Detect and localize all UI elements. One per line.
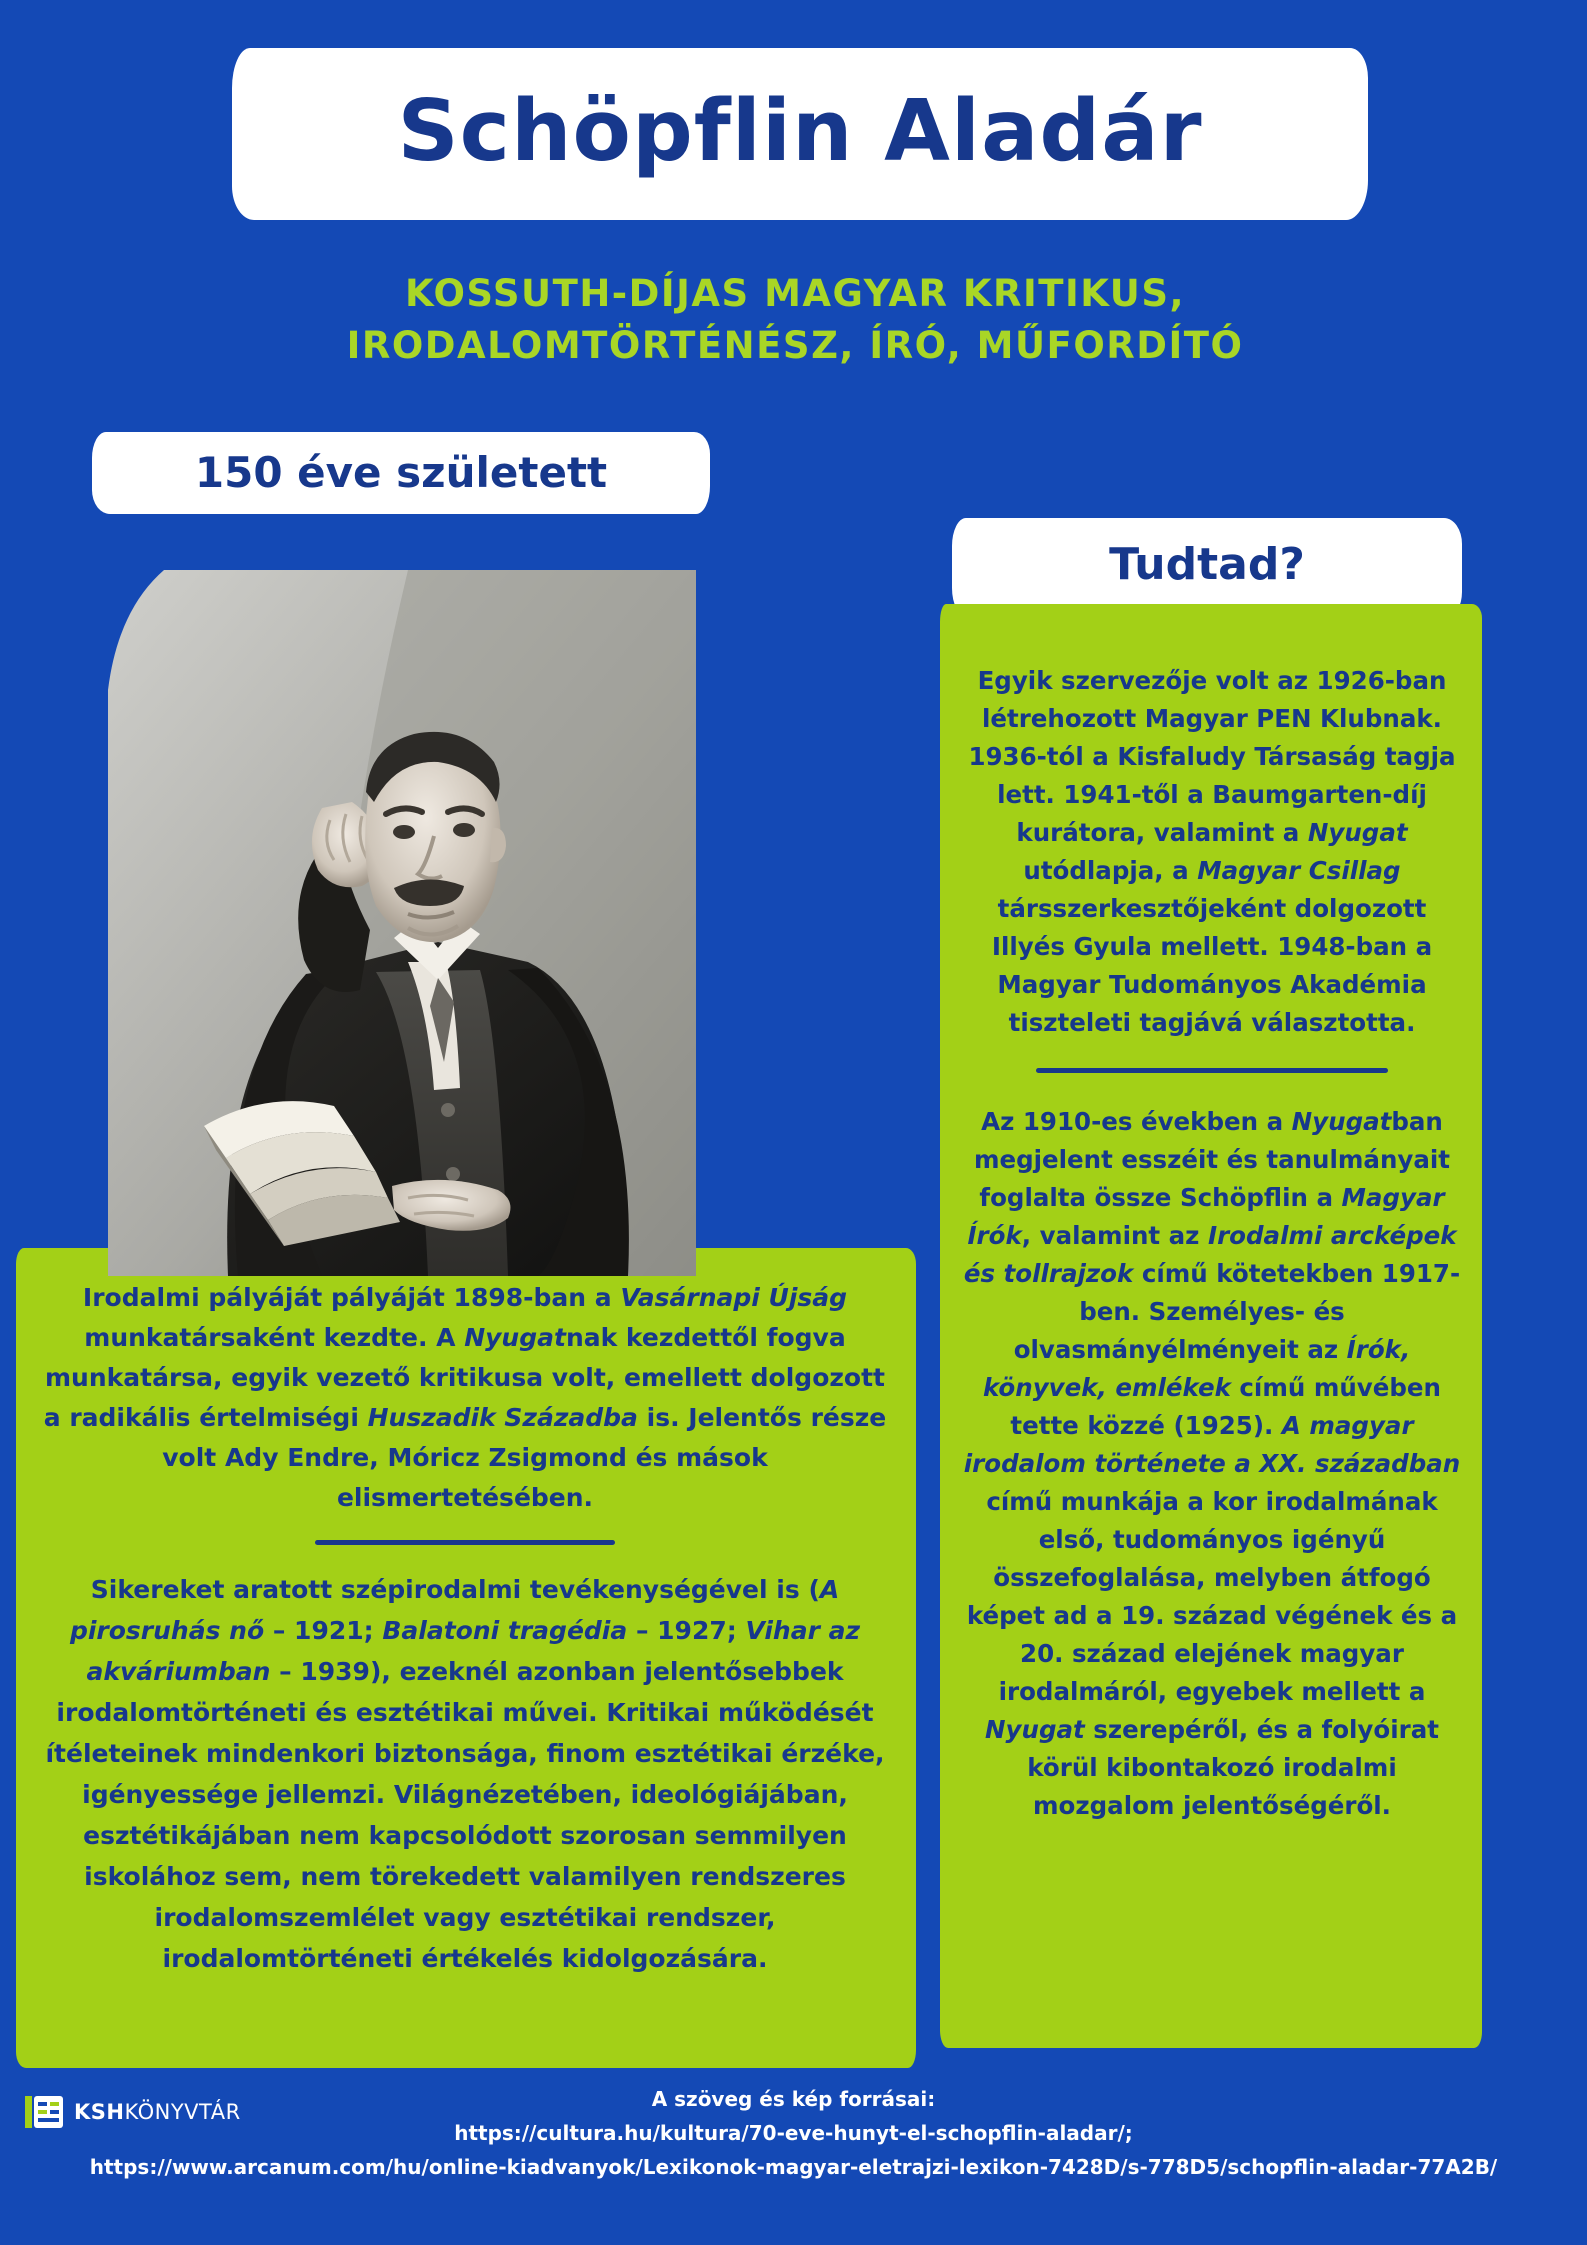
biography-paragraph-1 bbox=[34, 1278, 896, 1518]
did-you-know-text bbox=[962, 662, 1462, 1825]
did-you-know-paragraph-1 bbox=[962, 662, 1462, 1042]
subtitle: KOSSUTH-DÍJAS MAGYAR KRITIKUS, IRODALOMTÖRTÉNÉSZ, ÍRÓ, MŰFORDÍTÓ bbox=[346, 272, 1244, 367]
portrait-photo bbox=[108, 570, 696, 1276]
logo-text-light: KÖNYVTÁR bbox=[124, 2100, 241, 2124]
page-title: Schöpflin Aladár bbox=[397, 82, 1203, 181]
divider-right bbox=[1036, 1068, 1388, 1073]
sources-label: A szöveg és kép forrásai: bbox=[651, 2087, 936, 2111]
did-you-know-paragraph-1-text: Egyik szervezője volt az 1926-ban létrehozott Magyar PEN Klubnak. 1936-tól a Kisfaludy Társaság tagja lett. 1941-től a Baumgarten-díj kurátora, valamint a Nyugat utódlapja, a Magyar Csillag társszerkesztőjeként dolgozott Illyés Gyula mellett. 1948-ban a Magyar Tudományos Akadémia tiszteleti tagjává választotta. bbox=[968, 666, 1456, 1037]
source-link-2[interactable]: https://www.arcanum.com/hu/online-kiadvanyok/Lexikonok-magyar-eletrajzi-lexikon-7428D/s-778D5/schopflin-aladar-77A2B/ bbox=[89, 2155, 1498, 2179]
anniversary-badge-label: 150 éve született bbox=[194, 448, 608, 497]
source-link-1[interactable]: https://cultura.hu/kultura/70-eve-hunyt-el-schopflin-aladar/; bbox=[454, 2121, 1133, 2145]
did-you-know-paragraph-2 bbox=[962, 1103, 1462, 1825]
footer-sources bbox=[0, 2082, 1587, 2184]
did-you-know-paragraph-2-text: Az 1910-es években a Nyugatban megjelent esszéit és tanulmányait foglalta össze Schöpflin a Magyar Írók, valamint az Irodalmi arcképek és tollrajzok című kötetekben 1917-ben. Személyes- és olvasmányélményeit az Írók, könyvek, emlékek című művében tette közzé (1925). A magyar irodalom története a XX. században című munkája a kor irodalmának első, tudományos igényű összefoglalása, melyben átfogó képet ad a 19. század végének és a 20. század elejének magyar irodalmáról, egyebek mellett a Nyugat szerepéről, és a folyóirat körül kibontakozó irodalmi mozgalom jelentőségéről. bbox=[963, 1107, 1461, 1820]
logo-text-bold: KSH bbox=[74, 2100, 125, 2124]
biography-text bbox=[34, 1278, 896, 1979]
divider-left bbox=[315, 1540, 615, 1545]
biography-paragraph-2 bbox=[34, 1569, 896, 1979]
biography-paragraph-1-text: Irodalmi pályáját pályáját 1898-ban a Vasárnapi Újság munkatársaként kezdte. A Nyugatnak kezdettől fogva munkatársa, egyik vezető kritikusa volt, emellett dolgozott a radikális értelmiségi Huszadik Századba is. Jelentős része volt Ady Endre, Móricz Zsigmond és mások elismertetésében. bbox=[43, 1283, 887, 1512]
biography-paragraph-2-text: Sikereket aratott szépirodalmi tevékenységével is (A pirosruhás nő – 1921; Balatoni tragédia – 1927; Vihar az akváriumban – 1939), ezeknél azonban jelentősebbek irodalomtörténeti és esztétikai művei. Kritikai működését ítéleteinek mindenkori biztonsága, finom esztétikai érzéke, igényessége jellemzi. Világnézetében, ideológiájában, esztétikájában nem kapcsolódott szorosan semmilyen iskolához sem, nem törekedett valamilyen rendszeres irodalomszemlélet vagy esztétikai rendszer, irodalomtörténeti értékelés kidolgozására. bbox=[45, 1575, 885, 1973]
did-you-know-heading: Tudtad? bbox=[1109, 539, 1305, 590]
